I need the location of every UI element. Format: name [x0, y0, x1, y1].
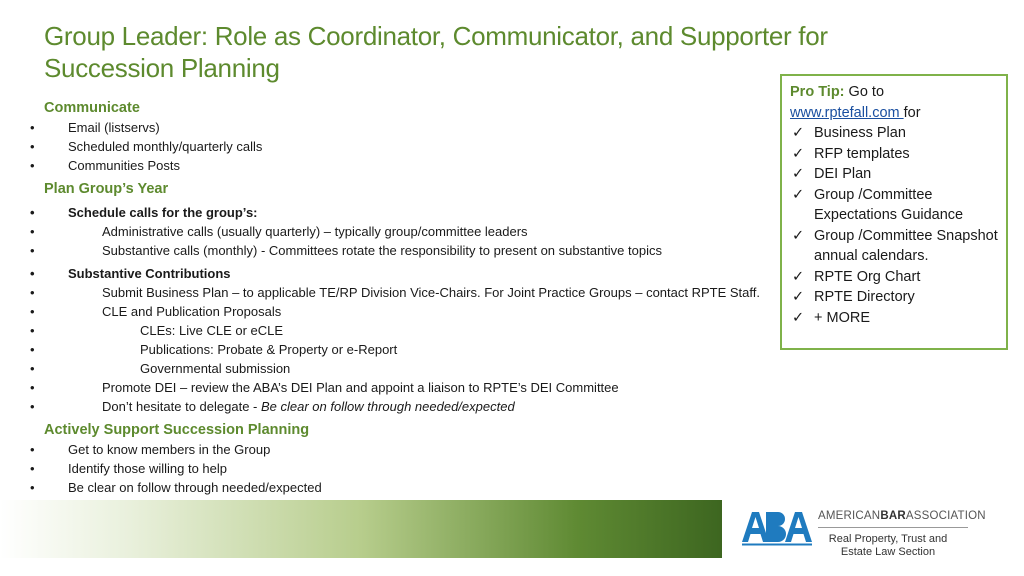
list-item-contributions: • Substantive Contributions	[44, 264, 784, 283]
pro-tip-link-suffix: for	[903, 104, 921, 121]
list-item-schedule: • Schedule calls for the group’s:	[44, 203, 784, 222]
checklist-item: ✓ DEI Plan	[790, 164, 998, 185]
wordmark-divider	[818, 527, 968, 528]
checklist-item: ✓ + MORE	[790, 308, 998, 329]
list-item-delegate	[44, 397, 784, 416]
list-item: • Email (listservs)	[44, 118, 784, 137]
pro-tip-box	[780, 74, 1008, 350]
footer-gradient-bar	[0, 500, 722, 558]
list-item: • Substantive calls (monthly) - Committees rotate the responsibility to present on substantive topics	[44, 241, 784, 260]
org-bold: BAR	[880, 510, 906, 522]
main-content	[44, 98, 784, 497]
aba-wordmark	[818, 510, 986, 559]
communicate-list	[44, 118, 784, 175]
checklist-item: ✓ RFP templates	[790, 144, 998, 165]
list-item: • CLEs: Live CLE or eCLE	[44, 321, 784, 340]
pro-tip-intro: Go to	[844, 84, 885, 100]
list-item: • Be clear on follow through needed/expected	[44, 478, 784, 497]
checklist-item: ✓ RPTE Directory	[790, 287, 998, 308]
plan-list	[44, 203, 784, 416]
aba-logo-icon	[742, 510, 812, 546]
checklist-item: ✓ RPTE Org Chart	[790, 267, 998, 288]
pro-tip-link-line	[790, 103, 998, 124]
list-item: • Communities Posts	[44, 156, 784, 175]
aba-org-name	[818, 510, 986, 522]
page-title: Group Leader: Role as Coordinator, Communicator, and Supporter for Succession Planning	[44, 21, 828, 83]
org-suffix: ASSOCIATION	[905, 510, 986, 522]
checklist-item: ✓ Group /Committee Expectations Guidance	[790, 185, 998, 226]
pro-tip-label: Pro Tip:	[790, 84, 845, 100]
support-list	[44, 440, 784, 497]
list-item: • Identify those willing to help	[44, 459, 784, 478]
section-name-line1: Real Property, Trust and	[828, 533, 948, 545]
checklist-item: ✓ Business Plan	[790, 123, 998, 144]
list-item: • Promote DEI – review the ABA’s DEI Plan and appoint a liaison to RPTE’s DEI Committee	[44, 378, 784, 397]
delegate-prefix: Don’t hesitate to delegate -	[102, 399, 261, 414]
checklist-item: ✓ Group /Committee Snapshot annual calendars.	[790, 226, 998, 267]
org-prefix: AMERICAN	[818, 510, 881, 522]
section-name-line2: Estate Law Section	[840, 546, 936, 558]
rptefall-link[interactable]: www.rptefall.com	[790, 104, 904, 121]
section-heading-support: Actively Support Succession Planning	[44, 422, 310, 438]
list-item: • Governmental submission	[44, 359, 784, 378]
list-item: • Get to know members in the Group	[44, 440, 784, 459]
delegate-emphasis: Be clear on follow through needed/expected	[261, 399, 515, 414]
list-item: • Publications: Probate & Property or e-Report	[44, 340, 784, 359]
list-item: • Administrative calls (usually quarterly) – typically group/committee leaders	[44, 222, 784, 241]
section-heading-communicate: Communicate	[44, 100, 140, 116]
list-item: • CLE and Publication Proposals	[44, 302, 784, 321]
pro-tip-header	[790, 82, 998, 103]
list-item: • Scheduled monthly/quarterly calls	[44, 137, 784, 156]
section-heading-plan: Plan Group’s Year	[44, 181, 169, 197]
list-item: • Submit Business Plan – to applicable TE/RP Division Vice-Chairs. For Joint Practice Groups – contact RPTE Staff.	[44, 283, 784, 302]
